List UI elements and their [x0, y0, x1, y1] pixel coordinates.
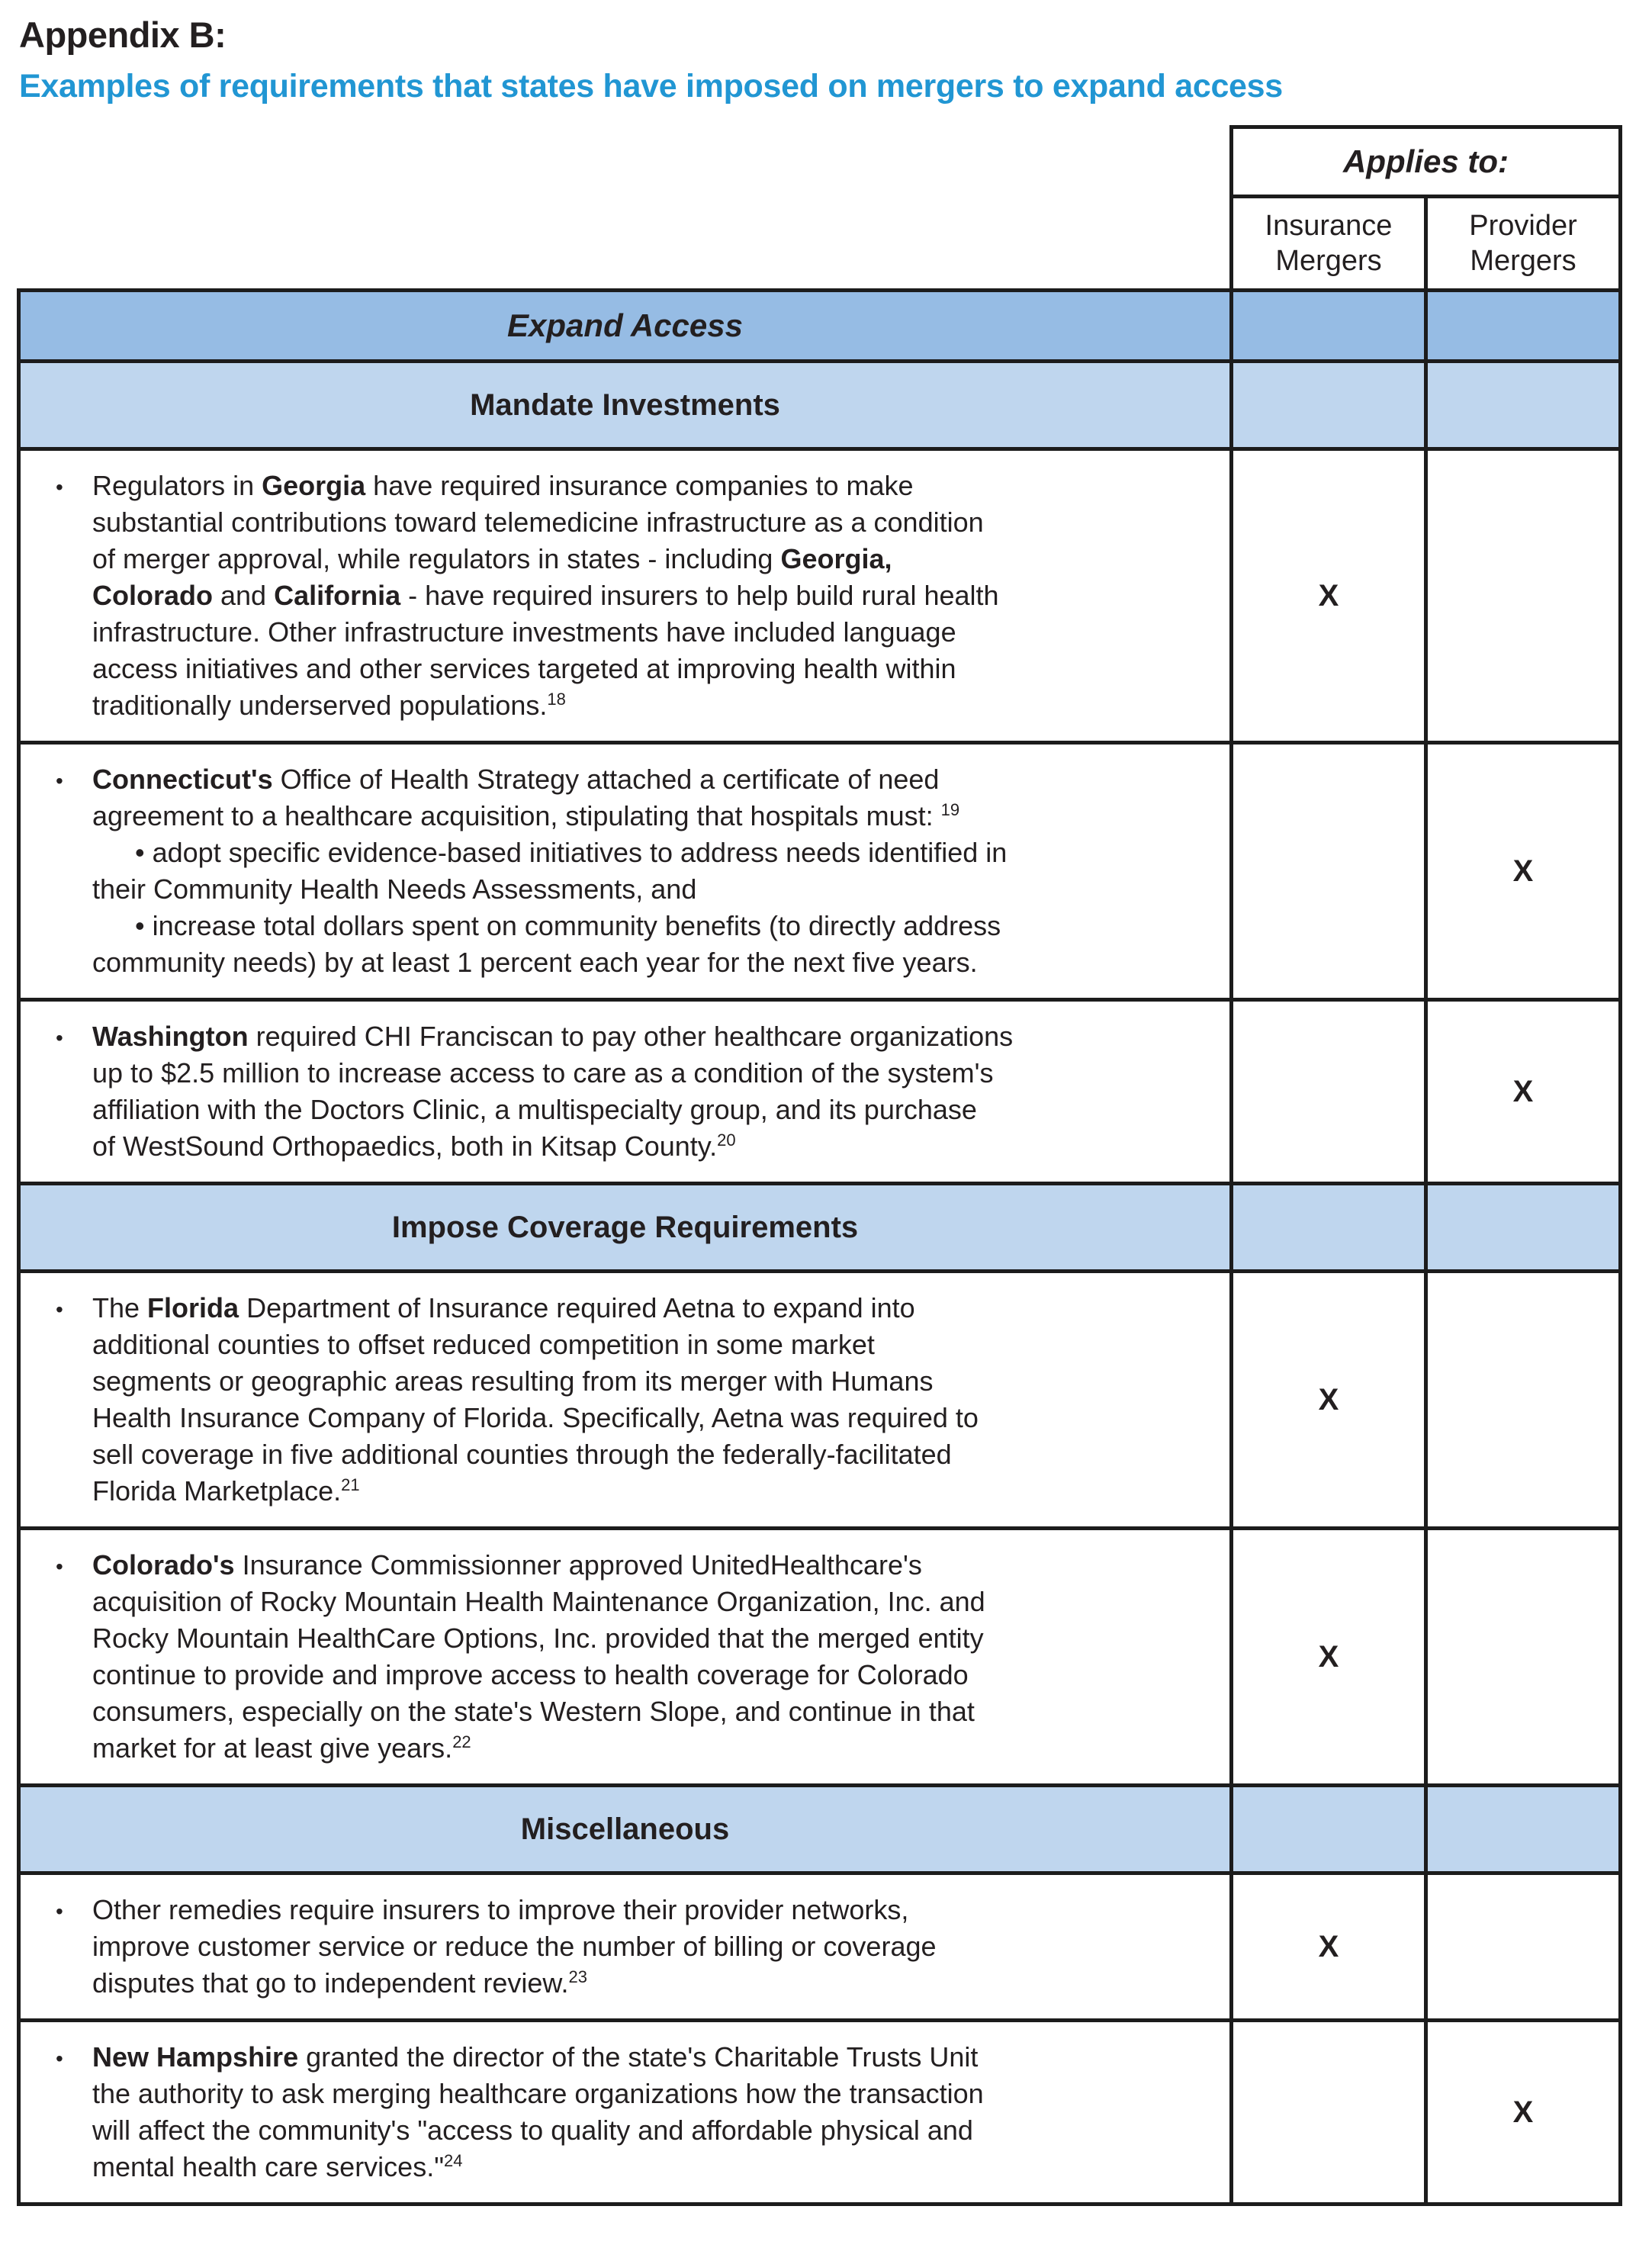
header-spacer: [19, 197, 1232, 291]
provider-x-cell: [1426, 449, 1621, 743]
section-label-expand-access: Expand Access: [19, 291, 1232, 362]
x-mark: X: [1512, 1074, 1534, 1108]
bullet-text: Colorado's Insurance Commissionner approved UnitedHealthcare's acquisition of Rocky Mountain Health Maintenance Organization, Inc. and Rocky Mountain HealthCare Options, Inc. provided that the merged entity continue to provide and improve access to health coverage for Colorado consumers, especially on the state's Western Slope, and continue in that market for at least give years.$^{22}$: [92, 1549, 985, 1764]
page-title: Appendix B:: [19, 14, 227, 55]
section-empty-insurance-cell: [1232, 362, 1426, 449]
table-row-connecticut: [19, 743, 1621, 1000]
section-empty-insurance-cell: [1232, 1786, 1426, 1873]
table-row-other-remedies: [19, 1873, 1621, 2021]
section-row-impose-coverage-requirements: [19, 1184, 1621, 1272]
x-mark: X: [1318, 578, 1339, 613]
table-row-new-hampshire: [19, 2021, 1621, 2205]
description-cell: [19, 1529, 1232, 1786]
description-cell: [19, 743, 1232, 1000]
bullet-icon: •: [56, 1298, 63, 1321]
description-cell: [19, 1272, 1232, 1529]
description-cell: [19, 2021, 1232, 2205]
bullet-icon: •: [56, 1899, 63, 1923]
bullet-text: Regulators in Georgia have required insurance companies to make substantial contributions toward telemedicine infrastructure as a condition of merger approval, while regulators in states - including Georgia, Colorado and California - have required insurers to help build rural health infrastructure. Other infrastructure investments have included language access initiatives and other services targeted at improving health within traditionally underserved populations.$^{18}$: [92, 470, 999, 721]
section-empty-insurance-cell: [1232, 1184, 1426, 1272]
insurance-x-cell: [1232, 449, 1426, 743]
bullet-text: The Florida Department of Insurance required Aetna to expand into additional counties to offset reduced competition in some market segments or geographic areas resulting from its merger with Humans Health Insurance Company of Florida. Specifically, Aetna was required to sell coverage in five additional counties through the federally-facilitated Florida Marketplace.$^{21}$: [92, 1292, 979, 1507]
section-label-impose-coverage-requirements: Impose Coverage Requirements: [19, 1184, 1232, 1272]
section-row-mandate-investments: [19, 362, 1621, 449]
bullet-icon: •: [56, 769, 63, 793]
applies-to-header: Applies to:: [1232, 127, 1621, 197]
table-row-colorado: [19, 1529, 1621, 1786]
insurance-x-cell: [1232, 1529, 1426, 1786]
bullet-icon: •: [56, 2047, 63, 2070]
table-row-florida: [19, 1272, 1621, 1529]
column-header-row: [19, 197, 1621, 291]
header-spacer: [19, 127, 1232, 197]
insurance-x-cell: [1232, 2021, 1426, 2205]
bullet-text: New Hampshire granted the director of the state's Charitable Trusts Unit the authority to ask merging healthcare organizations how the transaction will affect the community's "access to quality and affordable physical and mental health care services."$^{24}$: [92, 2041, 984, 2182]
table-row-washington: [19, 1000, 1621, 1184]
bullet-icon: •: [56, 1555, 63, 1578]
provider-x-cell: [1426, 2021, 1621, 2205]
provider-x-cell: [1426, 1000, 1621, 1184]
description-cell: [19, 449, 1232, 743]
bullet-text: Other remedies require insurers to improve their provider networks, improve customer service or reduce the number of billing or coverage disputes that go to independent review.$^{23}$: [92, 1894, 937, 1999]
insurance-x-cell: [1232, 743, 1426, 1000]
section-row-miscellaneous: [19, 1786, 1621, 1873]
column-header-provider-mergers: Provider Mergers: [1426, 197, 1621, 291]
provider-x-cell: [1426, 1529, 1621, 1786]
section-empty-provider-cell: [1426, 1184, 1621, 1272]
applies-to-row: [19, 127, 1621, 197]
provider-x-cell: [1426, 743, 1621, 1000]
bullet-icon: •: [56, 1026, 63, 1050]
section-label-mandate-investments: Mandate Investments: [19, 362, 1232, 449]
requirements-table: [17, 125, 1622, 2206]
x-mark: X: [1318, 1639, 1339, 1674]
page-subtitle: Examples of requirements that states have imposed on mergers to expand access: [19, 68, 1283, 105]
section-row-expand-access: [19, 291, 1621, 362]
section-empty-insurance-cell: [1232, 291, 1426, 362]
provider-x-cell: [1426, 1873, 1621, 2021]
bullet-text: Connecticut's Office of Health Strategy attached a certificate of need agreement to a healthcare acquisition, stipulating that hospitals must: $^{19}$ • adopt specific evidence-based initiatives to address needs identified in their Community Health Needs Assessments, and • increase total dollars spent on community benefits (to directly address community needs) by at least 1 percent each year for the next five years.: [92, 764, 1008, 978]
column-header-insurance-mergers: Insurance Mergers: [1232, 197, 1426, 291]
bullet-text: Washington required CHI Franciscan to pay other healthcare organizations up to $2.5 million to increase access to care as a condition of the system's affiliation with the Doctors Clinic, a multispecialty group, and its purchase of WestSound Orthopaedics, both in Kitsap County.$^{20}$: [92, 1021, 1014, 1162]
provider-x-cell: [1426, 1272, 1621, 1529]
description-cell: [19, 1873, 1232, 2021]
section-label-miscellaneous: Miscellaneous: [19, 1786, 1232, 1873]
section-empty-provider-cell: [1426, 291, 1621, 362]
table-row-georgia: [19, 449, 1621, 743]
document-page: [0, 14, 1652, 2248]
x-mark: X: [1512, 2095, 1534, 2129]
x-mark: X: [1318, 1382, 1339, 1417]
insurance-x-cell: [1232, 1272, 1426, 1529]
section-empty-provider-cell: [1426, 362, 1621, 449]
bullet-icon: •: [56, 475, 63, 499]
x-mark: X: [1512, 854, 1534, 888]
description-cell: [19, 1000, 1232, 1184]
insurance-x-cell: [1232, 1000, 1426, 1184]
insurance-x-cell: [1232, 1873, 1426, 2021]
x-mark: X: [1318, 1929, 1339, 1963]
section-empty-provider-cell: [1426, 1786, 1621, 1873]
